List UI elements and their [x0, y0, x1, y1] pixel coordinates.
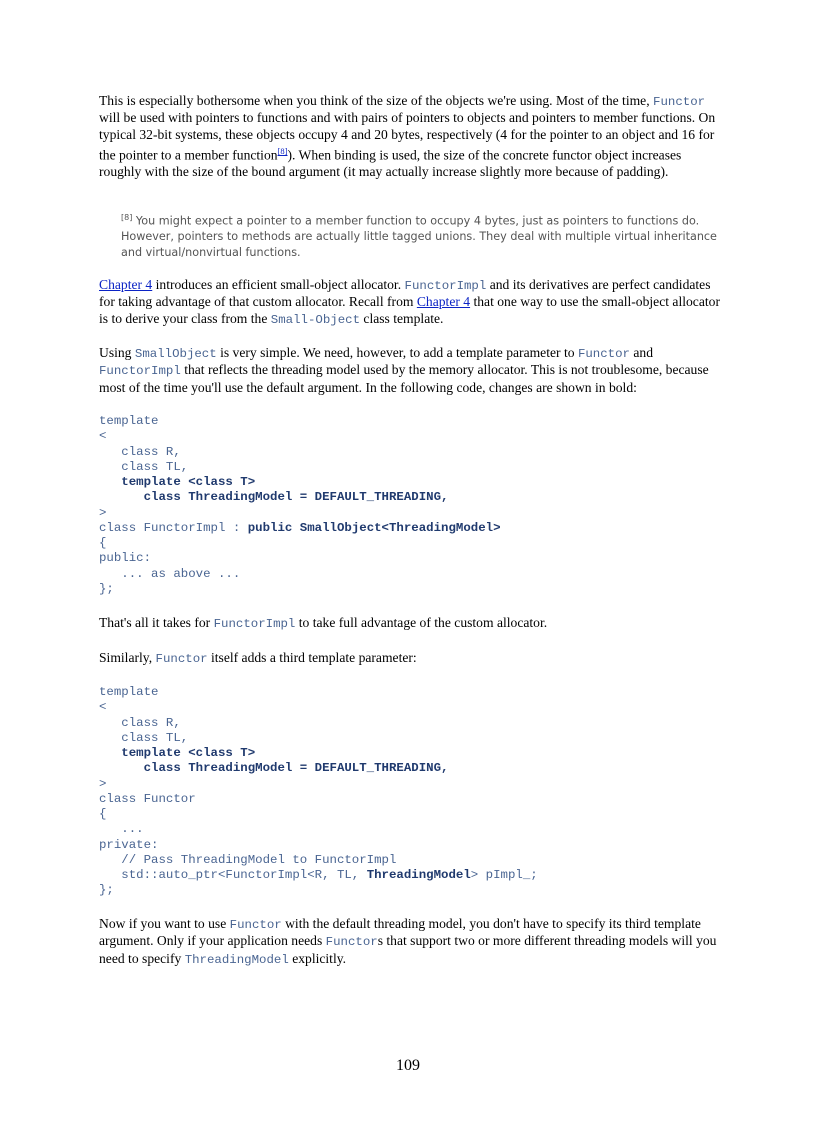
- text-run: that one way to use the small-object allocator is to derive your class from the: [99, 294, 720, 326]
- text-run: explicitly.: [288, 950, 347, 966]
- code-inline: FunctorImpl: [213, 617, 296, 631]
- code-inline: Functor: [577, 347, 630, 361]
- code-inline: SmallObject: [134, 347, 217, 361]
- code-line: {: [99, 536, 107, 550]
- footnote-ref-link[interactable]: [8]: [277, 145, 288, 156]
- code-block-functor: [99, 685, 538, 899]
- code-inline: Functor: [229, 918, 282, 932]
- code-line: private:: [99, 837, 159, 852]
- paragraph-thats-all: [99, 615, 724, 632]
- paragraph-small-object-allocator: [99, 277, 724, 328]
- code-line: <: [99, 429, 107, 444]
- chapter-4-link[interactable]: Chapter 4: [99, 277, 153, 292]
- code-line: template: [99, 685, 159, 699]
- paragraph-similarly: [99, 650, 724, 667]
- text-run: itself adds a third template parameter:: [207, 650, 417, 665]
- footnote-text: You might expect a pointer to a member function to occupy 4 bytes, just as pointers to functions do. However, pointers to methods are actually little tagged unions. They deal with multiple virtual inheritance and virtual/nonvirtual functions.: [121, 214, 717, 259]
- text-run: This is especially bothersome when you think of the size of the objects we're using. Most of the time,: [99, 93, 654, 108]
- code-inline: FunctorImpl: [99, 364, 181, 379]
- text-run: class template.: [360, 310, 444, 326]
- code-line: >: [99, 505, 107, 520]
- code-line: // Pass ThreadingModel to FunctorImpl: [99, 852, 397, 867]
- footnote-mark: [8]: [121, 213, 133, 222]
- text-run: Similarly,: [99, 650, 156, 665]
- page-number: 109: [396, 1057, 420, 1074]
- code-line: public:: [99, 551, 152, 566]
- code-line: class TL,: [99, 730, 189, 745]
- paragraph-using-smallobject: [99, 345, 724, 396]
- code-line: ...: [99, 822, 144, 837]
- code-line: std::auto_ptr<FunctorImpl<R, TL,: [99, 868, 367, 882]
- text-run: is very simple. We need, however, to add a template parameter to: [216, 345, 578, 360]
- text-run: and: [630, 345, 654, 360]
- code-line: class R,: [99, 444, 181, 459]
- code-inline: FunctorImpl: [404, 279, 487, 293]
- code-punct: ,: [441, 490, 449, 505]
- footnote: [99, 210, 724, 260]
- code-line: >: [99, 776, 107, 791]
- text-run: Now if you want to use: [99, 916, 230, 931]
- code-line: };: [99, 883, 114, 898]
- code-line: };: [99, 581, 114, 596]
- code-line: template: [99, 414, 159, 428]
- code-line-bold: class ThreadingModel = DEFAULT_THREADING: [99, 490, 442, 505]
- paragraph-default-threading: [99, 916, 724, 968]
- text-run: introduces an efficient small-object allocator.: [152, 277, 405, 292]
- code-line-bold: public SmallObject<ThreadingModel>: [247, 520, 501, 535]
- code-line-bold: class ThreadingModel = DEFAULT_THREADING: [99, 761, 442, 776]
- code-block-functorimpl: [99, 414, 501, 597]
- text-run: to take full advantage of the custom allocator.: [295, 615, 548, 630]
- code-line: {: [99, 807, 107, 821]
- code-line: class FunctorImpl :: [99, 520, 248, 535]
- code-line: > pImpl_;: [470, 868, 538, 882]
- code-line: class TL,: [99, 459, 189, 474]
- code-line: class Functor: [99, 791, 196, 806]
- paragraph-functor-size: [99, 93, 724, 180]
- code-inline: Functor: [155, 652, 208, 666]
- text-run: and its derivatives are perfect candidates for taking advantage of that custom allocator. Recall from: [99, 277, 711, 310]
- text-run: That's all it takes for: [99, 615, 214, 630]
- chapter-4-link[interactable]: Chapter 4: [416, 294, 471, 310]
- code-line-bold: ThreadingModel: [366, 868, 471, 882]
- code-inline: ThreadingModel: [184, 952, 289, 967]
- code-punct: ,: [441, 761, 449, 776]
- code-line-bold: template <class T>: [99, 746, 256, 760]
- text-run: that reflects the threading model used by the memory allocator. This is not troublesome, because most of the time you'll use the default argument. In the following code, changes are shown in bold:: [99, 362, 709, 395]
- text-run: Using: [99, 345, 135, 360]
- code-line: ... as above ...: [99, 566, 241, 581]
- code-inline: Functor: [325, 935, 378, 950]
- text-run: will be used with pointers to functions and with pairs of pointers to objects and pointers to member functions. On typical 32-bit systems, these objects occupy 4 and 20 bytes, respectively (4 for the pointer to an object and 16 for the pointer to a member function: [99, 110, 716, 163]
- code-line: class R,: [99, 715, 181, 730]
- code-line: <: [99, 700, 107, 715]
- code-inline: Small-Object: [270, 312, 361, 327]
- text-run: s that support two or more different threading models will you need to specify: [99, 933, 717, 966]
- text-run: ). When binding is used, the size of the concrete functor object increases roughly with the size of the bound argument (it may actually increase slightly more because of padding).: [99, 147, 682, 179]
- code-inline: Functor: [653, 95, 706, 109]
- text-run: with the default threading model, you don't have to specify its third template argument. Only if your application needs: [99, 916, 701, 949]
- code-line-bold: template <class T>: [99, 475, 256, 489]
